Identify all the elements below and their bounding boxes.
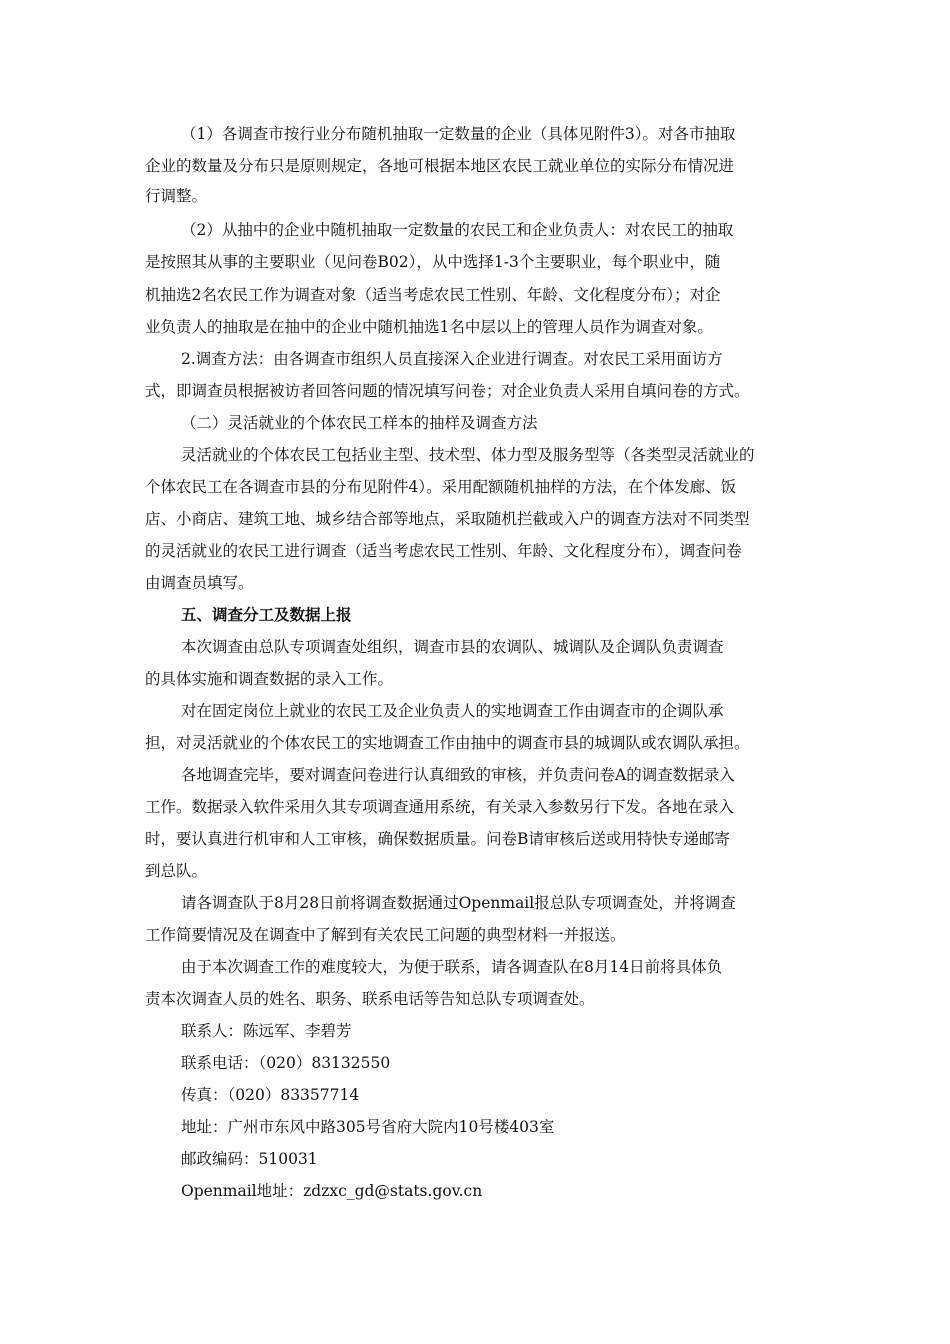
contact-openmail: Openmail地址：zdzxc_gd@stats.gov.cn xyxy=(181,1182,483,1200)
paragraph-line: 由调查员填写。 xyxy=(145,574,254,592)
paragraph-line: 店、小商店、建筑工地、城乡结合部等地点，采取随机拦截或入户的调查方法对不同类型 xyxy=(145,510,750,528)
paragraph-line: 业负责人的抽取是在抽中的企业中随机抽选1名中层以上的管理人员作为调查对象。 xyxy=(145,318,713,336)
paragraph-line: 的灵活就业的农民工进行调查（适当考虑农民工性别、年龄、文化程度分布），调查问卷 xyxy=(145,542,742,560)
paragraph-line: 是按照其从事的主要职业（见问卷B02），从中选择1-3个主要职业，每个职业中，随 xyxy=(145,253,721,271)
paragraph-line: 式，即调查员根据被访者回答问题的情况填写问卷；对企业负责人采用自填问卷的方式。 xyxy=(145,382,750,400)
paragraph-line: 的具体实施和调查数据的录入工作。 xyxy=(145,670,394,688)
paragraph-line: 本次调查由总队专项调查处组织，调查市县的农调队、城调队及企调队负责调查 xyxy=(181,638,724,656)
section-heading: 五、调查分工及数据上报 xyxy=(181,606,352,624)
paragraph-line: 机抽选2名农民工作为调查对象（适当考虑农民工性别、年龄、文化程度分布）；对企 xyxy=(145,286,721,304)
contact-phone: 联系电话：（020）83132550 xyxy=(181,1054,391,1072)
paragraph-line: 到总队。 xyxy=(145,862,208,880)
section-subheading: （二）灵活就业的个体农民工样本的抽样及调查方法 xyxy=(181,414,538,432)
paragraph-line: 担，对灵活就业的个体农民工的实地调查工作由抽中的调查市县的城调队或农调队承担。 xyxy=(145,734,750,752)
paragraph-line: 行调整。 xyxy=(145,187,208,205)
paragraph-line: 工作。数据录入软件采用久其专项调查通用系统，有关录入参数另行下发。各地在录入 xyxy=(145,798,735,816)
paragraph-line: 个体农民工在各调查市县的分布见附件4）。采用配额随机抽样的方法，在个体发廊、饭 xyxy=(145,478,737,496)
paragraph-line: （1）各调查市按行业分布随机抽取一定数量的企业（具体见附件3）。对各市抽取 xyxy=(181,125,736,143)
contact-address: 地址：广州市东风中路305号省府大院内10号楼403室 xyxy=(181,1118,555,1136)
paragraph-line: 灵活就业的个体农民工包括业主型、技术型、体力型及服务型等（各类型灵活就业的 xyxy=(181,446,755,464)
paragraph-line: 各地调查完毕，要对调查问卷进行认真细致的审核，并负责问卷A的调查数据录入 xyxy=(181,766,735,784)
paragraph-line: （2）从抽中的企业中随机抽取一定数量的农民工和企业负责人：对农民工的抽取 xyxy=(181,221,734,239)
paragraph-line: 企业的数量及分布只是原则规定，各地可根据本地区农民工就业单位的实际分布情况进 xyxy=(145,157,735,175)
paragraph-line: 对在固定岗位上就业的农民工及企业负责人的实地调查工作由调查市的企调队承 xyxy=(181,702,724,720)
paragraph-line: 工作简要情况及在调查中了解到有关农民工问题的典型材料一并报送。 xyxy=(145,926,626,944)
paragraph-line: 2.调查方法：由各调查市组织人员直接深入企业进行调查。对农民工采用面访方 xyxy=(181,350,723,368)
paragraph-line: 责本次调查人员的姓名、职务、联系电话等告知总队专项调查处。 xyxy=(145,990,595,1008)
paragraph-line: 请各调查队于8月28日前将调查数据通过Openmail报总队专项调查处，并将调查 xyxy=(181,894,736,912)
paragraph-line: 时，要认真进行机审和人工审核，确保数据质量。问卷B请审核后送或用特快专递邮寄 xyxy=(145,830,730,848)
contact-person: 联系人：陈远军、李碧芳 xyxy=(181,1022,352,1040)
contact-postcode: 邮政编码：510031 xyxy=(181,1150,318,1168)
contact-fax: 传真：（020）83357714 xyxy=(181,1086,360,1104)
paragraph-line: 由于本次调查工作的难度较大，为便于联系，请各调查队在8月14日前将具体负 xyxy=(181,958,723,976)
